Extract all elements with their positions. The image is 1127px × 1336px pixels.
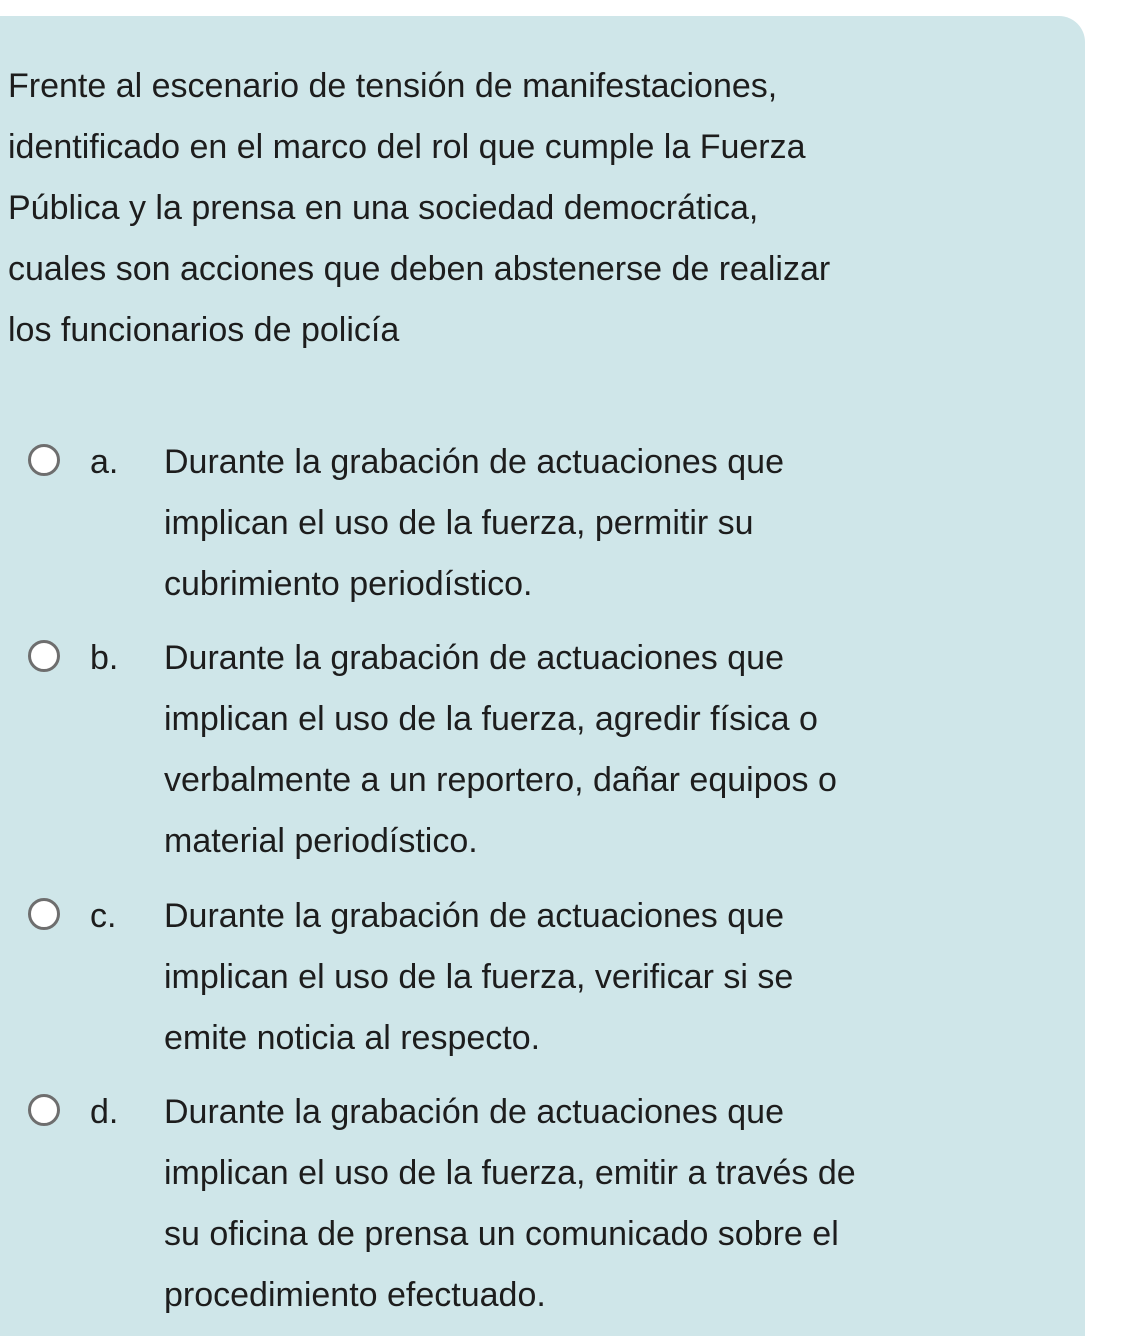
option-text[interactable] xyxy=(164,886,1064,1069)
option-line: implican el uso de la fuerza, agredir física o xyxy=(164,700,818,738)
radio-button-b[interactable] xyxy=(28,640,60,672)
option-letter: a. xyxy=(90,443,119,481)
question-line: Pública y la prensa en una sociedad democrática, xyxy=(8,189,759,227)
option-line: cubrimiento periodístico. xyxy=(164,565,533,603)
option-line: su oficina de prensa un comunicado sobre el xyxy=(164,1215,839,1253)
option-line: material periodístico. xyxy=(164,822,478,860)
option-text[interactable] xyxy=(164,432,1064,615)
option-line: implican el uso de la fuerza, verificar si se xyxy=(164,958,794,996)
option-line: Durante la grabación de actuaciones que xyxy=(164,897,784,935)
option-line: Durante la grabación de actuaciones que xyxy=(164,639,784,677)
radio-button-d[interactable] xyxy=(28,1094,60,1126)
option-letter: b. xyxy=(90,639,119,677)
option-line: Durante la grabación de actuaciones que xyxy=(164,1093,784,1131)
option-line: implican el uso de la fuerza, permitir su xyxy=(164,504,754,542)
option-letter: c. xyxy=(90,897,117,935)
option-line: emite noticia al respecto. xyxy=(164,1019,541,1057)
option-line: Durante la grabación de actuaciones que xyxy=(164,443,784,481)
option-text[interactable] xyxy=(164,628,1064,872)
option-letter: d. xyxy=(90,1093,119,1131)
option-line: verbalmente a un reportero, dañar equipos o xyxy=(164,761,837,799)
option-text[interactable] xyxy=(164,1082,1064,1326)
option-line: implican el uso de la fuerza, emitir a través de xyxy=(164,1154,856,1192)
question-line: los funcionarios de policía xyxy=(8,311,400,349)
radio-button-c[interactable] xyxy=(28,898,60,930)
question-card xyxy=(0,16,1085,1336)
option-line: procedimiento efectuado. xyxy=(164,1276,546,1314)
question-line: Frente al escenario de tensión de manifestaciones, xyxy=(8,67,778,105)
radio-button-a[interactable] xyxy=(28,444,60,476)
question-text xyxy=(8,56,1068,361)
question-line: identificado en el marco del rol que cumple la Fuerza xyxy=(8,128,806,166)
question-line: cuales son acciones que deben abstenerse de realizar xyxy=(8,250,831,288)
